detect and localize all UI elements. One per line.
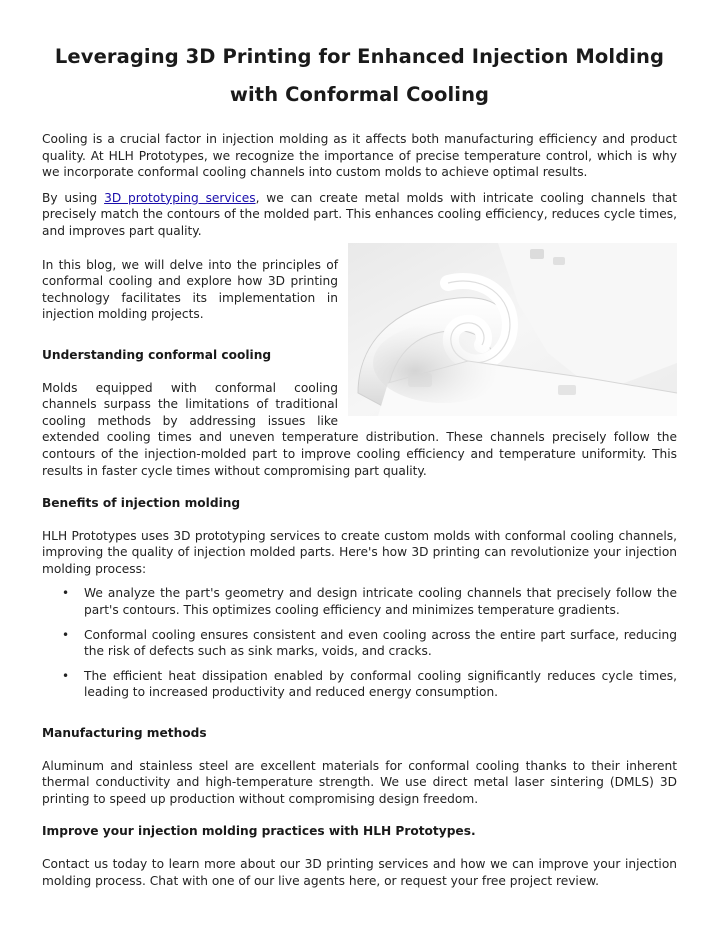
intro-paragraph-1: Cooling is a crucial factor in injection molding as it affects both manufacturing efficiency and product quality. At HLH Prototypes, we recognize the importance of precise temperature control, which is why we incorporate conformal cooling channels into custom molds to achieve optimal results. <box>42 132 677 180</box>
article-title: Leveraging 3D Printing for Enhanced Injection Molding with Conformal Cooling <box>54 45 665 106</box>
contact-paragraph: Contact us today to learn more about our 3D printing services and how we can improve your injection molding process. Chat with one of our live agents here, or request your free project review. <box>42 857 677 888</box>
benefits-paragraph: HLH Prototypes uses 3D prototyping services to create custom molds with conformal cooling channels, improving the quality of injection molded parts. Here's how 3D printing can revolutionize your injection molding process: <box>42 528 677 576</box>
heading-improve-practices: Improve your injection molding practices with HLH Prototypes. <box>42 824 476 839</box>
bullet-icon: • <box>62 586 70 601</box>
understanding-paragraph: Molds equipped with conformal cooling channels surpass the limitations of traditional cooling methods by addressing issues like extended cooling times and uneven temperature distribution. These channels precisely follow the contours of the injection-molded part to improve cooling efficiency and temperature uniformity. This results in faster cycle times without compromising part quality. <box>42 380 677 478</box>
list-item-text: Conformal cooling ensures consistent and even cooling across the entire part surface, reducing the risk of defects such as sink marks, voids, and cracks. <box>84 627 677 659</box>
intro-paragraph-2-lead: By using <box>42 190 105 205</box>
bullet-icon: • <box>62 668 70 683</box>
heading-benefits: Benefits of injection molding <box>42 496 241 511</box>
3d-printed-part-photo <box>348 243 677 416</box>
list-item <box>42 585 677 618</box>
list-item <box>42 668 677 701</box>
intro-paragraph-2-rest: , we can create metal molds with intricate cooling channels that precisely match the contours of the molded part. This enhances cooling efficiency, reduces cycle times, and improves part quality. <box>42 190 677 238</box>
benefits-list <box>42 585 677 701</box>
manufacturing-paragraph: Aluminum and stainless steel are excellent materials for conformal cooling thanks to their inherent thermal conductivity and high-temperature strength. We use direct metal laser sintering (DMLS) 3D printing to speed up production without compromising design freedom. <box>42 758 677 806</box>
heading-manufacturing-methods: Manufacturing methods <box>42 726 207 741</box>
list-item-text: We analyze the part's geometry and design intricate cooling channels that precisely follow the part's contours. This optimizes cooling efficiency and minimizes temperature gradients. <box>84 586 677 618</box>
list-item <box>42 627 677 660</box>
3d-prototyping-services-link[interactable]: 3D prototyping services <box>104 190 256 205</box>
intro-paragraph-3: In this blog, we will delve into the principles of conformal cooling and explore how 3D printing technology facilitates its implementation in injection molding projects. <box>42 257 338 322</box>
intro-paragraph-2 <box>42 190 677 240</box>
bullet-icon: • <box>62 627 70 642</box>
heading-understanding-conformal-cooling: Understanding conformal cooling <box>42 347 272 362</box>
list-item-text: The efficient heat dissipation enabled by conformal cooling significantly reduces cycle times, leading to increased productivity and reduced energy consumption. <box>84 668 677 700</box>
